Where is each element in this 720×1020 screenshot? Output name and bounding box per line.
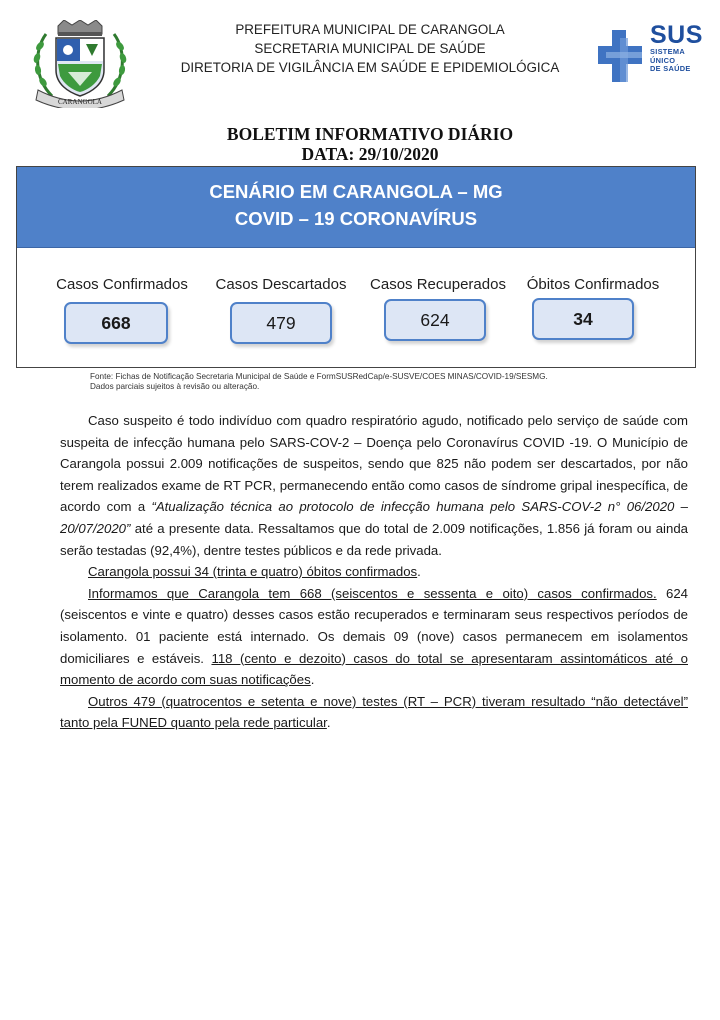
source-note [90,372,670,392]
confirmed-cases-statement: Informamos que Carangola tem 668 (seiscentos e sessenta e oito) casos confirmados. [88,585,657,601]
paragraph-suspect-cases [60,410,688,561]
sus-logo-sub3: DE SAÚDE [650,64,691,73]
header-line-prefeitura: PREFEITURA MUNICIPAL DE CARANGOLA [235,22,505,37]
sus-logo-sub1: SISTEMA [650,47,685,56]
sus-logo-text [650,22,703,74]
sus-logo-title: SUS [650,21,703,49]
header-line-diretoria: DIRETORIA DE VIGILÂNCIA EM SAÚDE E EPIDEMIOLÓGICA [180,60,560,75]
bulletin-title-line: BOLETIM INFORMATIVO DIÁRIO [226,124,514,144]
stat-label-discarded: Casos Descartados [215,276,347,293]
stat-value-discarded: 479 [230,302,332,344]
header-block [140,20,600,77]
technical-update-citation: “Atualização técnica ao protocolo de infecção humana pelo SARS-COV-2 n° 06/2020 – 20/07/2020” [60,499,688,536]
paragraph-negative-tests [60,691,688,734]
stats-panel-title [17,178,695,232]
paragraph3-period: . [310,672,315,688]
paragraph1-text-a: Caso suspeito é todo indivíduo com quadro respiratório agudo, notificado pelo serviço de saúde com suspeita de infecção humana pelo SARS-COV-2 – Doença pelo Coronavírus COVID -19. O Município de Carangola possui 2.009 notificações de suspeitos, sendo que 825 não podem ser descartados, por não terem realizados exame de RT PCR, permanecendo então como casos de síndrome gripal inespecífica, de acordo com a [60,413,688,515]
stat-value-confirmed: 668 [64,302,168,344]
paragraph4-period: . [326,715,331,731]
panel-title-line2: COVID – 19 CORONAVÍRUS [234,208,478,229]
disclaimer-line: Dados parciais sujeitos à revisão ou alteração. [90,382,260,391]
stat-label-confirmed: Casos Confirmados [56,276,188,293]
sus-logo-sub2: ÚNICO [650,55,676,65]
bulletin-date: DATA: 29/10/2020 [301,144,439,164]
bulletin-title [120,124,620,164]
header-line-secretaria: SECRETARIA MUNICIPAL DE SAÚDE [254,41,486,56]
paragraph-deaths [60,561,688,583]
asymptomatic-statement: 118 (cento e dezoito) casos do total se apresentaram assintomáticos até o momento de acordo com suas notificações [60,650,688,688]
source-line: Fonte: Fichas de Notificação Secretaria Municipal de Saúde e FormSUSRedCap/e-SUSVE/COES MINAS/COVID-19/SESMG. [90,372,548,381]
panel-title-line1: CENÁRIO EM CARANGOLA – MG [209,181,503,202]
bulletin-body [60,410,688,734]
deaths-statement: Carangola possui 34 (trinta e quatro) óbitos confirmados [88,564,418,580]
stat-value-deaths: 34 [532,298,634,340]
stat-value-recovered: 624 [384,299,486,341]
recovered-statement: 624 (seiscentos e vinte e quatro) desses casos estão recuperados e terminaram seus respectivos períodos de isolamento. 01 paciente está internado. Os demais 09 (nove) casos permanecem em isolamentos domiciliares e estáveis. [60,585,688,666]
paragraph2-period: . [417,564,421,580]
stat-label-recovered: Casos Recuperados [370,276,506,293]
paragraph-confirmed-cases [60,583,688,691]
municipal-crest-logo [28,20,132,108]
stat-label-deaths: Óbitos Confirmados [526,276,660,293]
negative-tests-statement: Outros 479 (quatrocentos e setenta e nove) testes (RT – PCR) tiveram resultado “não detectável” tanto pela FUNED quanto pela rede particular [60,693,688,731]
crest-ribbon-text: CARANGOLA [58,98,102,106]
paragraph1-text-b: até a presente data. Ressaltamos que do total de 2.009 notificações, 1.856 já foram ou ainda serão testadas (92,4%), dentre testes públicos e da rede privada. [60,520,688,558]
